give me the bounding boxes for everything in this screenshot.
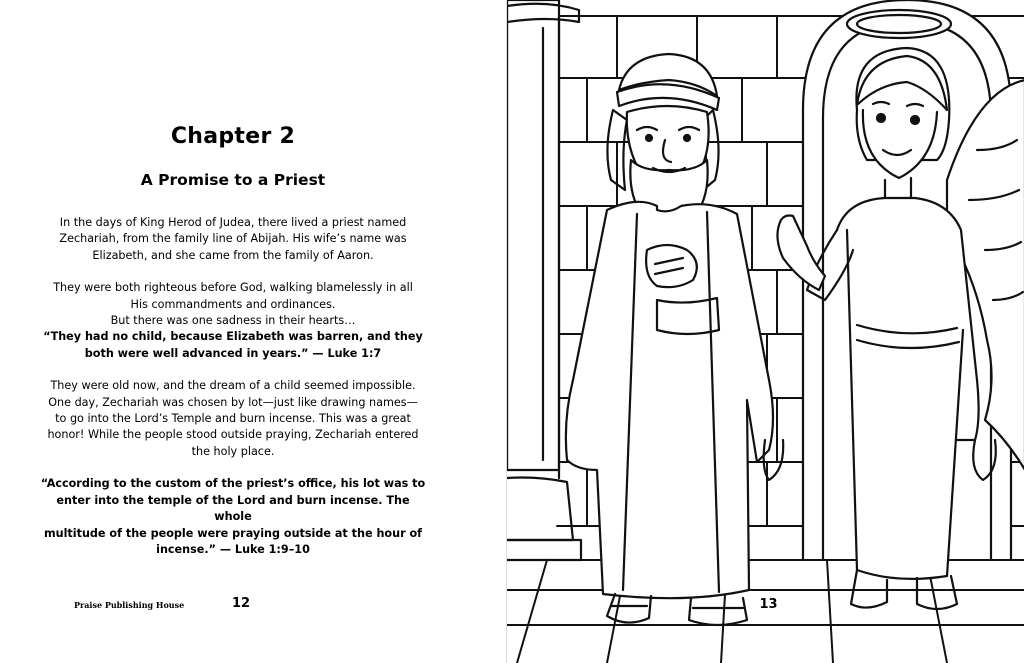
text-line: honor! While the people stood outside praying, Zechariah entered [47,428,419,442]
text-line: They were old now, and the dream of a child seemed impossible. [50,379,416,393]
stone-pillar [507,0,581,560]
text-line: His commandments and ordinances. [130,297,336,311]
text-line: Elizabeth, and she came from the family of Aaron. [92,248,374,262]
text-line: One day, Zechariah was chosen by lot—just like drawing names— [48,395,418,409]
paragraph-3 [40,378,426,460]
scripture-quote-line: “According to the custom of the priest’s office, his lot was to [40,477,426,491]
scripture-quote-line: incense.” — Luke 1:9–10 [156,542,310,556]
text-line: to go into the Lord’s Temple and burn incense. This was a great [55,412,411,426]
scripture-quote-line: enter into the temple of the Lord and burn incense. The whole [56,493,410,524]
publisher-name: Praise Publishing House [74,600,185,610]
scripture-quote-line: multitude of the people were praying outside at the hour of [43,526,423,540]
text-line: Zechariah, from the family line of Abijah. His wife’s name was [59,232,407,246]
chapter-body [40,215,426,574]
text-line: the holy place. [191,444,275,458]
text-line: But there was one sadness in their hearts… [110,314,356,328]
page-number-left: 12 [232,596,251,611]
chapter-title: Chapter 2 [170,124,296,149]
coloring-illustration [507,0,1024,663]
text-line: They were both righteous before God, walking blamelessly in all [53,281,413,295]
chapter-subtitle: A Promise to a Priest [140,171,326,189]
paragraph-2 [40,280,426,362]
paragraph-1 [40,215,426,264]
zechariah-figure [565,54,782,625]
right-page [506,0,1024,663]
text-line: In the days of King Herod of Judea, there lived a priest named [59,216,407,229]
left-page [0,0,506,663]
scripture-quote-2 [40,476,426,558]
page-number-right: 13 [759,597,778,612]
scripture-quote-line: both were well advanced in years.” — Luke 1:7 [84,346,382,360]
scripture-quote-line: “They had no child, because Elizabeth was barren, and they [43,330,423,344]
